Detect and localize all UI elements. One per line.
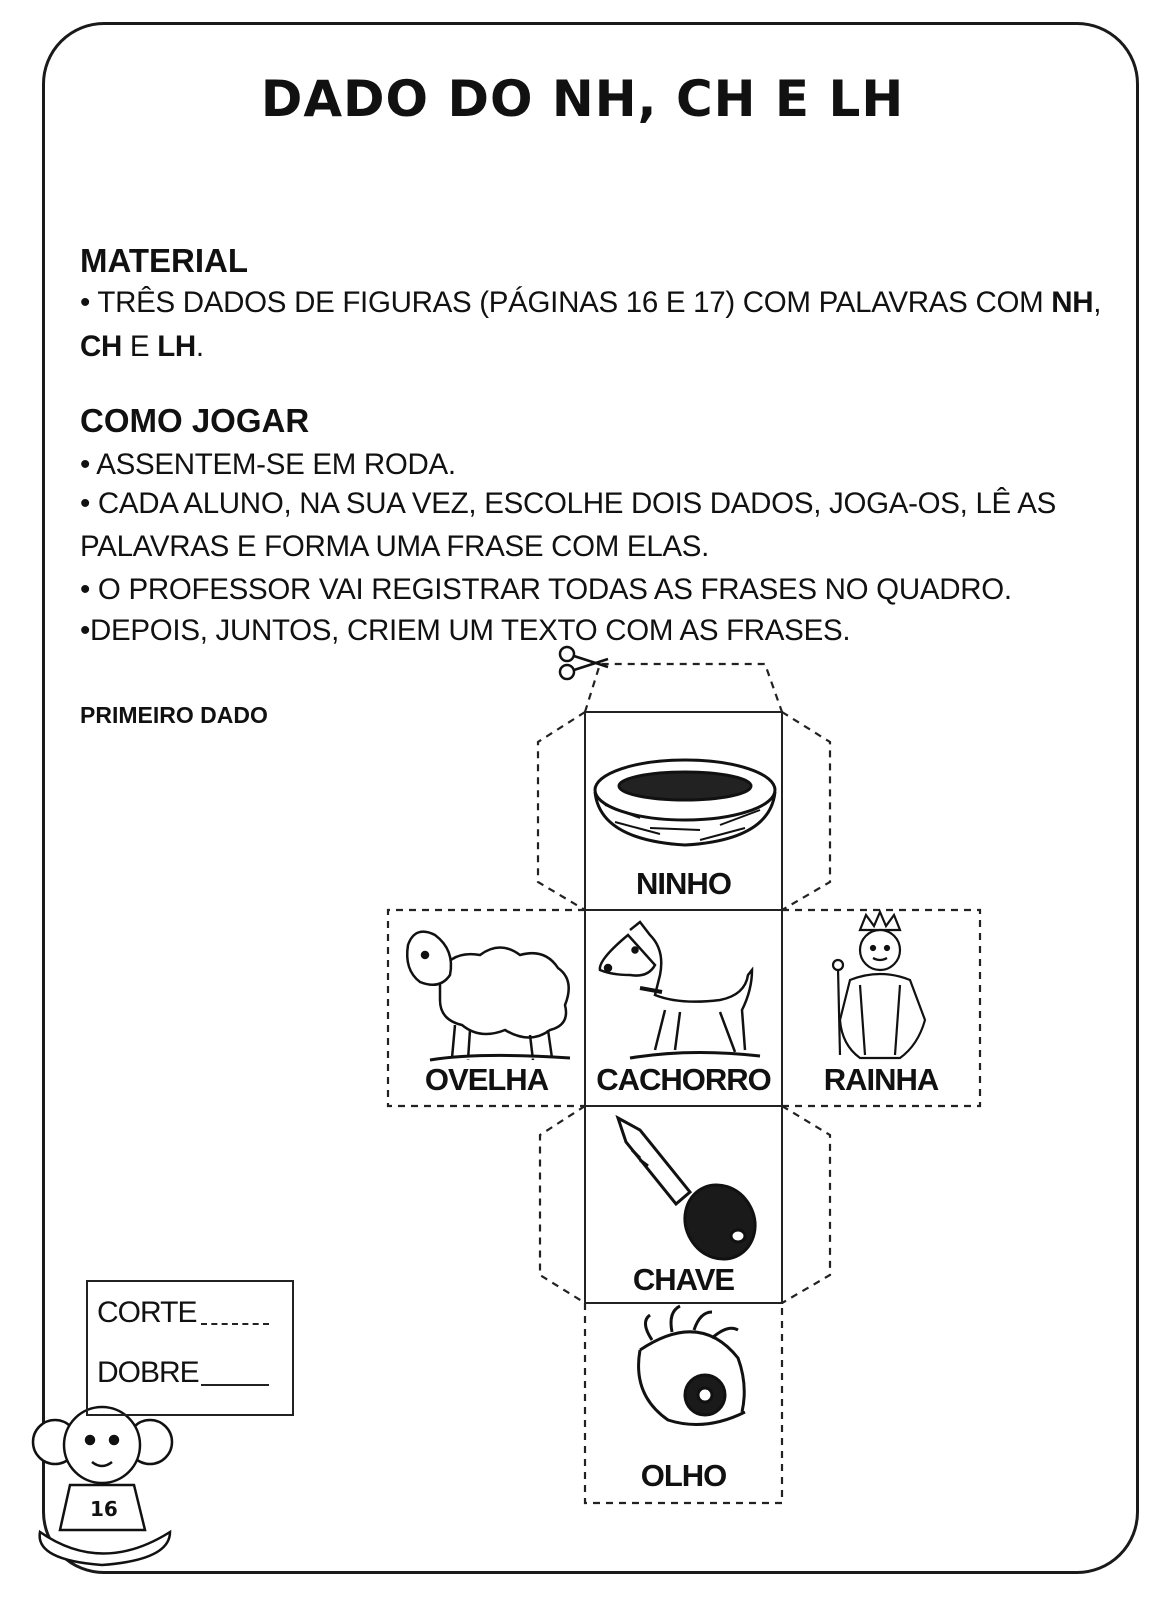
doll-icon [33, 1407, 172, 1565]
sheep-icon [407, 932, 570, 1060]
face-label-cachorro: CACHORRO [596, 1062, 771, 1097]
page-title: DADO DO NH, CH E LH [260, 70, 905, 128]
material-period: . [195, 330, 204, 363]
lower-left-flap [540, 1106, 585, 1303]
material-lh: LH [157, 330, 196, 363]
top-left-flap [538, 712, 585, 910]
queen-icon [833, 912, 925, 1058]
eye-icon [639, 1306, 745, 1425]
face-label-rainha: RAINHA [823, 1062, 939, 1097]
fold-line-sample [201, 1384, 269, 1386]
face-label-ninho: NINHO [636, 866, 731, 901]
como-jogar-heading: COMO JOGAR [80, 402, 310, 439]
primeiro-dado-heading: PRIMEIRO DADO [80, 702, 268, 728]
legend-corte: CORTE [97, 1296, 197, 1329]
face-label-ovelha: OVELHA [424, 1062, 549, 1097]
instruction-line: PALAVRAS E FORMA UMA FRASE COM ELAS. [80, 530, 710, 563]
top-flap [585, 664, 782, 712]
face-label-olho: OLHO [640, 1458, 727, 1493]
material-ch: CH [80, 330, 123, 363]
instruction-line: • ASSENTEM-SE EM RODA. [80, 448, 456, 481]
material-line-1-comma: , [1093, 286, 1102, 319]
top-right-flap [782, 712, 830, 910]
material-nh: NH [1051, 286, 1094, 319]
instruction-line: • CADA ALUNO, NA SUA VEZ, ESCOLHE DOIS DADOS, JOGA-OS, LÊ AS [80, 487, 1056, 520]
face-label-chave: CHAVE [632, 1262, 735, 1297]
cut-line-sample [201, 1323, 269, 1325]
material-e: E [122, 330, 158, 363]
material-line-1-text: • TRÊS DADOS DE FIGURAS (PÁGINAS 16 E 17) COM PALAVRAS COM [80, 286, 1052, 319]
scissors-icon [560, 647, 608, 679]
material-heading: MATERIAL [80, 242, 249, 279]
legend-dobre: DOBRE [97, 1356, 199, 1389]
instruction-line: • O PROFESSOR VAI REGISTRAR TODAS AS FRASES NO QUADRO. [80, 573, 1012, 606]
instruction-line: •DEPOIS, JUNTOS, CRIEM UM TEXTO COM AS FRASES. [80, 614, 851, 647]
key-icon [618, 1118, 768, 1272]
lower-right-flap [782, 1106, 830, 1303]
nest-icon [595, 760, 775, 845]
page-number: 16 [90, 1497, 118, 1521]
dog-icon [600, 922, 760, 1058]
